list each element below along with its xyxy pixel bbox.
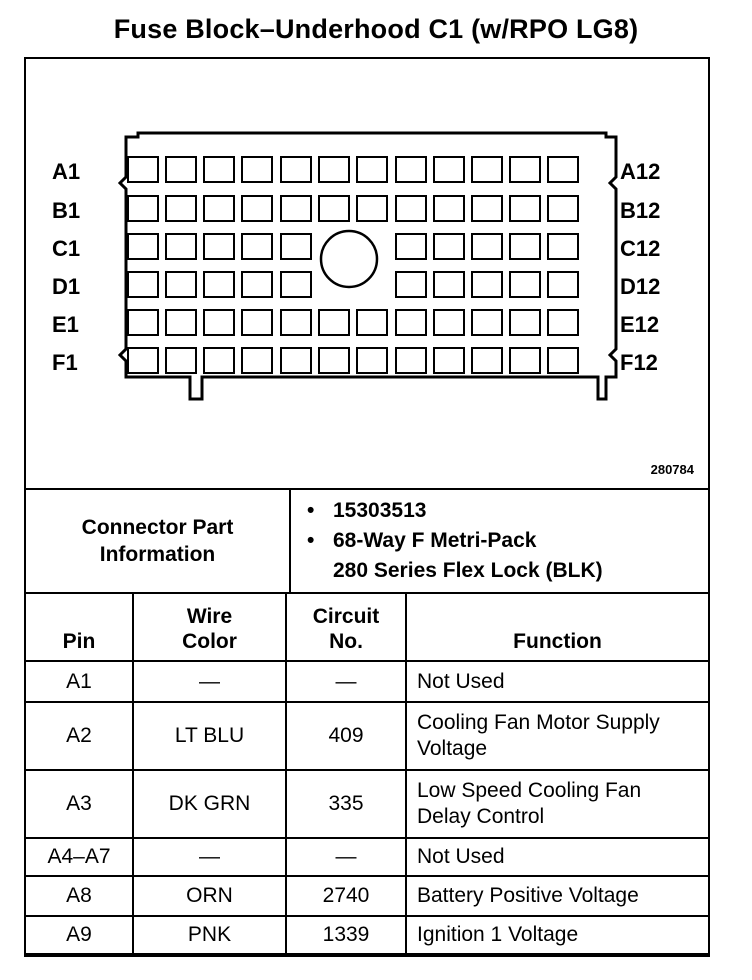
connector-cavity: [510, 310, 540, 335]
row-label-left: D1: [52, 274, 81, 299]
cell-wire-color: —: [133, 661, 286, 702]
table-row: [25, 661, 709, 702]
row-label-left: C1: [52, 236, 81, 261]
header-pin: Pin: [25, 593, 133, 661]
connector-cavity: [281, 196, 311, 221]
connector-cavity: [396, 310, 426, 335]
connector-cavity: [357, 196, 387, 221]
table-row: [25, 702, 709, 770]
connector-cavity: [472, 196, 502, 221]
connector-cavity: [510, 234, 540, 259]
cell-wire-color: ORN: [133, 876, 286, 916]
connector-cavity: [281, 234, 311, 259]
row-label-right: B12: [620, 198, 661, 223]
connector-cavity: [396, 348, 426, 373]
connector-cavity: [548, 310, 578, 335]
connector-cavity: [204, 272, 234, 297]
connector-cavity: [472, 272, 502, 297]
header-circuit: Circuit No.: [286, 593, 406, 661]
connector-cavity: [166, 310, 196, 335]
cell-wire-color: —: [133, 838, 286, 876]
header-wire-color: Wire Color: [133, 593, 286, 661]
connector-cavity: [128, 272, 158, 297]
connector-cavity: [204, 234, 234, 259]
figure-id: 280784: [650, 462, 694, 477]
connector-diagram: [26, 59, 708, 489]
row-label-right: D12: [620, 274, 661, 299]
connector-cavity: [396, 157, 426, 182]
cell-function: Ignition 1 Voltage: [406, 916, 709, 954]
row-label-left: B1: [52, 198, 81, 223]
header-function: Function: [406, 593, 709, 661]
cell-circuit: 335: [286, 770, 406, 838]
connector-cavity: [472, 310, 502, 335]
connector-cavity: [548, 272, 578, 297]
connector-cavity: [128, 310, 158, 335]
connector-cavity: [472, 157, 502, 182]
connector-cavity: [434, 196, 464, 221]
cell-function: Battery Positive Voltage: [406, 876, 709, 916]
connector-cavity: [434, 157, 464, 182]
connector-cavity: [281, 310, 311, 335]
connector-cavity: [357, 348, 387, 373]
connector-cavity: [242, 234, 272, 259]
connector-cavity: [357, 157, 387, 182]
row-label-right: A12: [620, 159, 661, 184]
cell-circuit: 409: [286, 702, 406, 770]
connector-cavity: [281, 272, 311, 297]
cell-function: Not Used: [406, 838, 709, 876]
connector-cavity: [472, 234, 502, 259]
connector-cavity: [204, 310, 234, 335]
connector-cavity: [319, 157, 349, 182]
connector-keyway: [321, 231, 377, 287]
connector-cavity: [510, 272, 540, 297]
connector-cavity: [434, 310, 464, 335]
connector-cavity: [204, 157, 234, 182]
connector-cavity: [128, 157, 158, 182]
cell-function: Low Speed Cooling Fan Delay Control: [406, 770, 709, 838]
connector-cavity: [357, 310, 387, 335]
bullet-icon: •: [307, 529, 315, 552]
connector-cavity: [166, 157, 196, 182]
cell-pin: A8: [25, 876, 133, 916]
connector-cavity: [204, 196, 234, 221]
cell-function: Not Used: [406, 661, 709, 702]
cell-wire-color: LT BLU: [133, 702, 286, 770]
connector-cavity: [242, 310, 272, 335]
connector-cavity: [242, 272, 272, 297]
connector-cavity: [548, 196, 578, 221]
cell-wire-color: PNK: [133, 916, 286, 954]
connector-cavity: [510, 348, 540, 373]
connector-cavity: [281, 348, 311, 373]
connector-cavity: [319, 348, 349, 373]
connector-info-table: [24, 488, 710, 594]
row-label-right: E12: [620, 312, 660, 337]
connector-cavity: [434, 272, 464, 297]
connector-cavity: [166, 348, 196, 373]
connector-cavity: [128, 234, 158, 259]
cell-wire-color: DK GRN: [133, 770, 286, 838]
pin-table: [24, 592, 710, 955]
table-row: [25, 838, 709, 876]
cell-pin: A9: [25, 916, 133, 954]
cell-circuit: —: [286, 838, 406, 876]
cell-pin: A4–A7: [25, 838, 133, 876]
cell-circuit: —: [286, 661, 406, 702]
connector-cavity: [548, 348, 578, 373]
connector-outline: [120, 133, 616, 399]
cell-pin: A1: [25, 661, 133, 702]
connector-info-values: [290, 489, 709, 593]
row-label-left: F1: [52, 350, 78, 375]
cell-circuit: 1339: [286, 916, 406, 954]
connector-cavity: [396, 196, 426, 221]
connector-cavity: [510, 196, 540, 221]
connector-cavity: [128, 348, 158, 373]
connector-cavity: [128, 196, 158, 221]
connector-cavity: [472, 348, 502, 373]
row-label-right: F12: [620, 350, 658, 375]
connector-cavity: [319, 310, 349, 335]
connector-description-2: 280 Series Flex Lock (BLK): [333, 559, 603, 582]
cell-function: Cooling Fan Motor Supply Voltage: [406, 702, 709, 770]
cell-pin: A3: [25, 770, 133, 838]
connector-cavity: [242, 157, 272, 182]
connector-description-1: 68-Way F Metri-Pack: [333, 529, 537, 552]
connector-cavity: [166, 196, 196, 221]
connector-cavity: [166, 234, 196, 259]
part-number: 15303513: [333, 499, 427, 522]
connector-cavity: [319, 196, 349, 221]
row-label-left: A1: [52, 159, 81, 184]
connector-info-label: Connector Part Information: [25, 489, 290, 593]
connector-cavity: [510, 157, 540, 182]
connector-cavity: [434, 348, 464, 373]
connector-cavity: [396, 272, 426, 297]
table-row: [25, 770, 709, 838]
connector-cavity: [396, 234, 426, 259]
row-label-right: C12: [620, 236, 661, 261]
table-row: [25, 876, 709, 916]
connector-cavity: [281, 157, 311, 182]
connector-cavity: [242, 348, 272, 373]
table-row: [25, 916, 709, 954]
connector-cavity: [548, 234, 578, 259]
connector-cavity: [548, 157, 578, 182]
connector-cavity: [204, 348, 234, 373]
connector-cavity: [434, 234, 464, 259]
connector-cavity: [242, 196, 272, 221]
cell-pin: A2: [25, 702, 133, 770]
connector-cavity: [166, 272, 196, 297]
row-label-left: E1: [52, 312, 79, 337]
bullet-icon: •: [307, 499, 315, 522]
cell-circuit: 2740: [286, 876, 406, 916]
page-title: Fuse Block–Underhood C1 (w/RPO LG8): [113, 14, 639, 44]
